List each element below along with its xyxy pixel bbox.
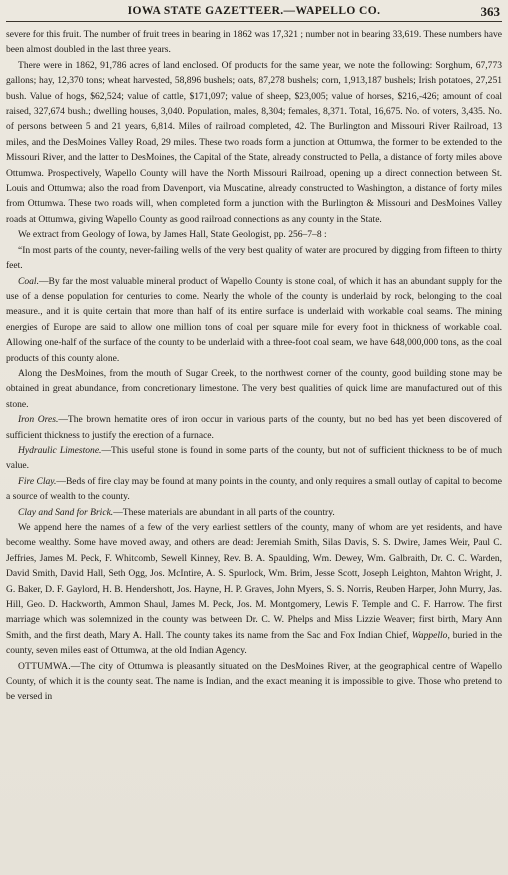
heading-fire-clay: Fire Clay.	[18, 475, 57, 487]
paragraph-wells: “In most parts of the county, never-failing wells of the very best quality of water are procured by digging from fifteen to thirty feet.	[6, 244, 502, 272]
running-header	[6, 4, 502, 22]
chief-name: Wappello	[411, 629, 448, 641]
paragraph-fire-clay: Fire Clay.—Beds of fire clay may be found at many points in the county, and only requires a small outlay of capital to become a source of wealth to the county.	[6, 475, 502, 503]
header-title: IOWA STATE GAZETTEER.—WAPELLO CO.	[127, 5, 381, 17]
paragraph-early-settlers: We append here the names of a few of the very earliest settlers of the county, many of whom are yet residents, and have become wealthy. Some have moved away, and others are dead: Jeremiah Smith, Silas Davis, S. S. Dwire, James Weir, Paul C. Jeffries, James M. Peck, F. Whitcomb, Sewell Kinney, Rev. B. A. Spaulding, Wm. Dewey, Wm. Galbraith, Dr. C. C. Warden, David Smith, David Hall, Seth Ogg, Jos. McIntire, A. S. Spurlock, Wm. Brim, Jesse Scott, Joseph Leighton, Mahton Wright, J. G. Baker, D. F. Gaylord, H. B. Hendershott, Jos. Hayne, H. P. Graves, John Myers, S. S. Norris, Reuben Harper, John Murry, Jas. Hill, Geo. D. Hackworth, Ammon Shaul, James M. Peck, Jos. M. Montgomery, Lewis F. Temple and C. F. Harrow. The first marriage which was solemnized in the county was between Dr. C. W. Phelps and Miss Lizzie Weaver; first birth, Mary Ann Smith, and the first death, Mary A. Hall. The county takes its name from the Sac and Fox Indian Chief, Wappello, buried in the county, seven miles east of Ottumwa, at the old Indian Agency.	[6, 522, 502, 657]
paragraph-coal: Coal.—By far the most valuable mineral product of Wapello County is stone coal, of which it has an abundant supply for the use of a dense population for centuries to come. Nearly the whole of the county is underlaid by rock, belonging to the coal measure., and it is quite certain that more than half of its entire surface is underlaid with workable coal seams. The mining energies of Europe are said to allow one million tons of coal per square mile for every foot in thickness of workable coal. Allowing one-half of the surface of the county to be underlaid with a three-foot coal seam, we have 648,000,000 tons, as the coal products of this county alone.	[6, 275, 502, 364]
heading-hydraulic-limestone: Hydraulic Limestone.	[18, 444, 102, 456]
page-body-text	[6, 27, 502, 705]
heading-ottumwa: OTTUMWA.	[18, 660, 71, 672]
paragraph-hydraulic-limestone: Hydraulic Limestone.—This useful stone is found in some parts of the county, but not of sufficient thickness to be of much value.	[6, 444, 502, 472]
paragraph-clay-sand: Clay and Sand for Brick.—These materials are abundant in all parts of the country.	[18, 506, 335, 518]
paragraph-building-stone: Along the DesMoines, from the mouth of Sugar Creek, to the northwest corner of the county, good building stone may be obtained in great abundance, from concretionary limestone. The very best qualities of quick lime are manufactured out of this stone.	[6, 367, 502, 410]
paragraph-statistics: There were in 1862, 91,786 acres of land enclosed. Of products for the same year, we note the following: Sorghum, 67,773 gallons; hay, 12,370 tons; wheat harvested, 58,896 bushels; oats, 87,278 bushels; corn, 1,913,187 bushels; Irish potatoes, 27,251 bush. Value of hogs, $62,524; value of cattle, $171,097; value of sheep, $23,005; value of horses, $216,-426; amount of coal raised, 327,674 bush.; dwelling houses, 3,040. Population, males, 8,304; females, 8,371. Total, 16,675. No. of voters, 3,435. No. of persons between 5 and 21 years, 6,814. Miles of railroad completed, 42. The Burlington and Missouri River Railroad, 13 miles, and the DesMoines Valley Road, 29 miles. These two roads form a junction at Ottumwa, the former to be extended to the Missouri River, and the latter to DesMoines, the Capital of the State, already constructed to Pella, a distance of forty miles above Ottumwa. Prospectively, Wapello County will have the North Missouri Railroad, opening up a direct connection between St. Louis and Ottumwa; also the road from Davenport, via Muscatine, already constructed to Washington, a distance of forty miles from Ottumwa. These two roads will, when completed form a junction with the Burlington & Missouri and DesMoines Valley roads at Ottumwa, giving Wapello County as good railroad connections as any county in the State.	[6, 59, 502, 225]
paragraph-geology-intro: We extract from Geology of Iowa, by James Hall, State Geologist, pp. 256–7–8 :	[18, 229, 327, 241]
paragraph-fruit-trees: severe for this fruit. The number of fruit trees in bearing in 1862 was 17,321 ; number not in bearing 33,619. These numbers have been almost doubled in the last three years.	[6, 29, 502, 56]
heading-coal: Coal.	[18, 275, 39, 287]
paragraph-ottumwa: OTTUMWA.—The city of Ottumwa is pleasantly situated on the DesMoines River, at the geographical centre of Wapello County, of which it is the county seat. The name is Indian, and the exact meaning it is impossible to give. Those who pretend to be versed in	[6, 660, 502, 703]
heading-iron-ores: Iron Ores.	[18, 414, 59, 426]
paragraph-iron-ores: Iron Ores.—The brown hematite ores of iron occur in various parts of the county, but no bed has yet been discovered of sufficient thickness to justify the erection of a furnace.	[6, 414, 502, 441]
page-number: 363	[480, 4, 500, 19]
heading-clay-sand: Clay and Sand for Brick.	[18, 506, 114, 518]
